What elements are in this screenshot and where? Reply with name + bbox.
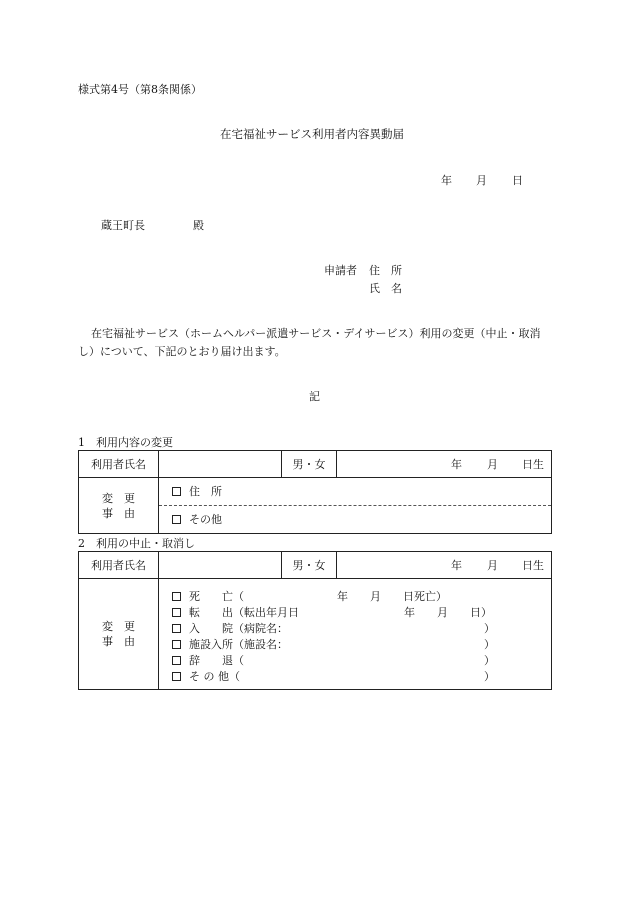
user-name-label: 利用者氏名	[79, 451, 159, 478]
checkbox-icon[interactable]	[172, 608, 181, 617]
change-options-cell	[159, 478, 552, 534]
reason-moveout-detail: 年 月 日）	[404, 606, 492, 619]
addressee-name: 蔵王町長	[101, 219, 145, 232]
user-name-field[interactable]	[159, 451, 282, 478]
checkbox-icon[interactable]	[172, 672, 181, 681]
birth-month-label: 月	[487, 559, 498, 572]
reason-row-other[interactable]	[172, 671, 240, 682]
body-text-line1: 在宅福祉サービス（ホームヘルパー派遣サービス・デイサービス）利用の変更（中止・取消	[91, 327, 541, 340]
reason-facility-close: ）	[484, 638, 495, 651]
form-number: 様式第4号（第8条関係）	[78, 83, 202, 96]
checkbox-icon[interactable]	[172, 515, 181, 524]
date-day-label: 日	[512, 174, 523, 187]
reason-label-line2: 事 由	[102, 635, 135, 648]
section2-heading: 2 利用の中止・取消し	[78, 537, 195, 550]
addressee-honorific: 殿	[193, 219, 204, 232]
cancel-reasons-cell	[159, 579, 552, 690]
change-reason-label	[79, 579, 159, 690]
document-title: 在宅福祉サービス利用者内容異動届	[220, 127, 404, 141]
section1-heading: 1 利用内容の変更	[78, 436, 173, 449]
option-other[interactable]	[159, 505, 551, 533]
sex-field[interactable]: 男・女	[282, 451, 337, 478]
reason-other-close: ）	[484, 670, 495, 683]
reason-other-label: そ の 他（	[189, 670, 240, 683]
option-other-label: その他	[189, 513, 222, 526]
body-text-line2: し）について、下記のとおり届け出ます。	[78, 345, 286, 358]
checkbox-icon[interactable]	[172, 487, 181, 496]
reason-row-decline[interactable]	[172, 655, 244, 666]
reason-hospital-label: 入 院（病院名：	[189, 622, 288, 635]
sex-field[interactable]: 男・女	[282, 552, 337, 579]
reason-death-detail: 年 月 日死亡）	[337, 590, 447, 603]
reason-facility-label: 施設入所（施設名：	[189, 638, 288, 651]
reason-row-hospital[interactable]	[172, 623, 288, 634]
checkbox-icon[interactable]	[172, 624, 181, 633]
reason-label-line1: 変 更	[102, 620, 135, 633]
reason-row-facility[interactable]	[172, 639, 288, 650]
birth-year-label: 年	[451, 559, 462, 572]
birth-year-label: 年	[451, 458, 462, 471]
applicant-name-label: 氏 名	[369, 282, 402, 295]
date-month-label: 月	[476, 174, 487, 187]
reason-moveout-label: 転 出（転出年月日	[189, 606, 299, 619]
reason-hospital-close: ）	[484, 622, 495, 635]
reason-row-moveout[interactable]	[172, 607, 299, 618]
change-table	[78, 450, 552, 534]
birth-month-label: 月	[487, 458, 498, 471]
ki-heading: 記	[309, 390, 320, 403]
reason-decline-label: 辞 退（	[189, 654, 244, 667]
birth-day-label: 日生	[522, 559, 544, 572]
checkbox-icon[interactable]	[172, 592, 181, 601]
option-address-label: 住 所	[189, 485, 222, 498]
cancel-table	[78, 551, 552, 690]
user-name-field[interactable]	[159, 552, 282, 579]
user-name-label: 利用者氏名	[79, 552, 159, 579]
birthdate-field[interactable]	[337, 552, 552, 579]
reason-label-line2: 事 由	[102, 506, 135, 520]
change-reason-label	[79, 478, 159, 534]
birthdate-field[interactable]	[337, 451, 552, 478]
reason-row-death[interactable]	[172, 591, 244, 602]
checkbox-icon[interactable]	[172, 656, 181, 665]
checkbox-icon[interactable]	[172, 640, 181, 649]
reason-death-label: 死 亡（	[189, 590, 244, 603]
reason-decline-close: ）	[484, 654, 495, 667]
birth-day-label: 日生	[522, 458, 544, 471]
applicant-label: 申請者	[324, 264, 357, 277]
option-address[interactable]	[159, 478, 551, 505]
reason-label-line1: 変 更	[102, 491, 135, 505]
applicant-address-label: 住 所	[369, 264, 402, 277]
date-year-label: 年	[441, 174, 452, 187]
